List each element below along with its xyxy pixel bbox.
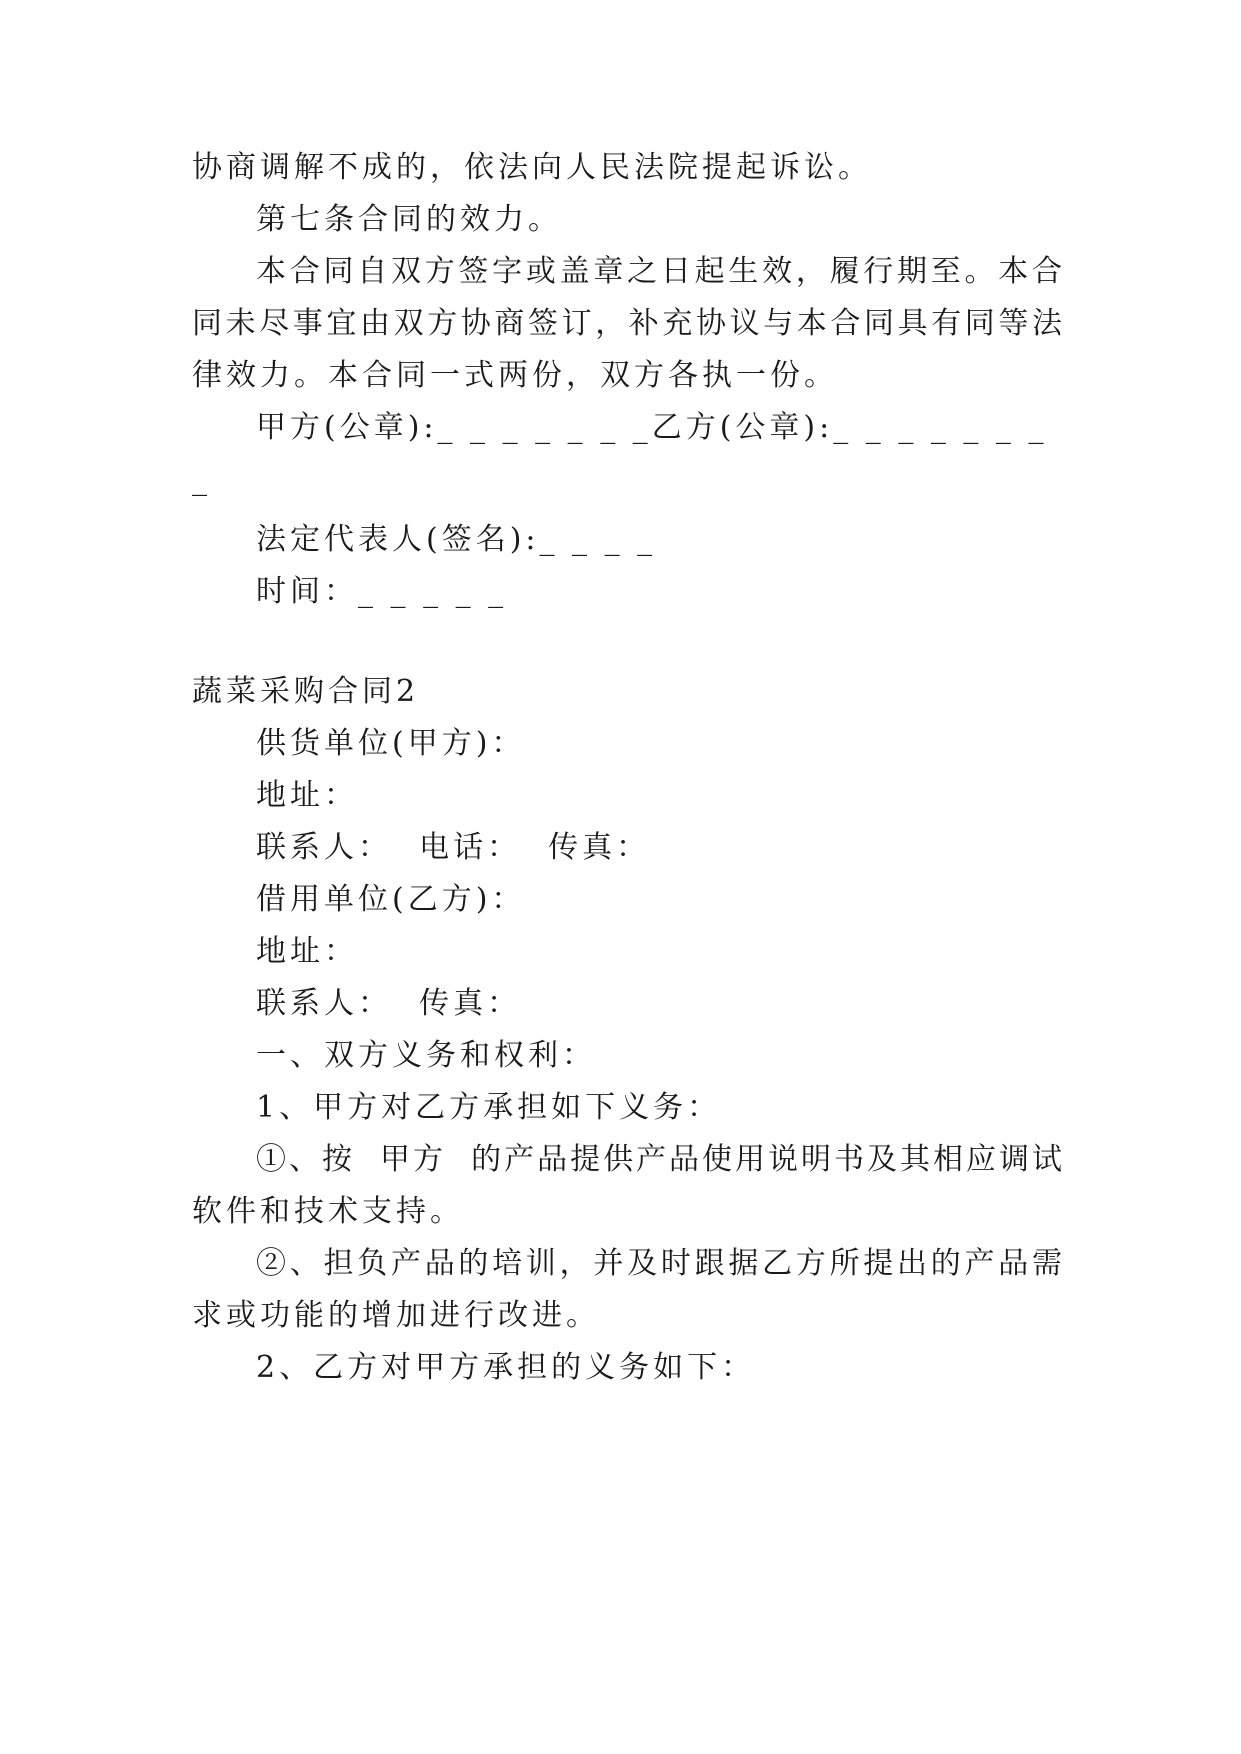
article-7-title: 第七条合同的效力。 [256, 202, 562, 237]
borrower-contact-line: 联系人： 传真： [256, 986, 522, 1021]
clause-1-1-a-line: ①、按 甲方 的产品提供产品使用说明书及其相应调试 [256, 1142, 1062, 1177]
supplier-address-label: 地址： [256, 778, 358, 813]
contract-2-title: 蔬菜采购合同2 [192, 674, 420, 709]
legal-representative-signature-line: 法定代表人(签名):_ _ _ _ [256, 522, 657, 557]
article-7-paragraph-line: 律效力。本合同一式两份，双方各执一份。 [192, 358, 838, 393]
clause-1-heading: 一、双方义务和权利： [256, 1038, 596, 1073]
dispute-clause-tail: 协商调解不成的，依法向人民法院提起诉讼。 [192, 150, 872, 185]
article-7-paragraph-line: 同未尽事宜由双方协商签订，补充协议与本合同具有同等法 [192, 306, 1062, 341]
article-7-paragraph-line: 本合同自双方签字或盖章之日起生效，履行期至。本合 [256, 254, 1062, 289]
party-seal-signature-overflow: _ [192, 462, 211, 497]
clause-1-1-a-line: 软件和技术支持。 [192, 1194, 464, 1229]
clause-1-2-heading: 2、乙方对甲方承担的义务如下： [256, 1350, 756, 1385]
clause-1-1-b-line: ②、担负产品的培训，并及时跟据乙方所提出的产品需 [256, 1246, 1062, 1281]
party-seal-signature-line: 甲方(公章):_ _ _ _ _ _ _乙方(公章):_ _ _ _ _ _ _ [256, 410, 1048, 445]
supplier-contact-line: 联系人： 电话： 传真： [256, 830, 651, 865]
clause-1-1-heading: 1、甲方对乙方承担如下义务： [256, 1090, 722, 1125]
date-line: 时间：_ _ _ _ _ [256, 574, 508, 609]
supplier-label: 供货单位(甲方)： [256, 726, 526, 761]
clause-1-1-b-line: 求或功能的增加进行改进。 [192, 1298, 600, 1333]
borrower-label: 借用单位(乙方)： [256, 882, 526, 917]
borrower-address-label: 地址： [256, 934, 358, 969]
